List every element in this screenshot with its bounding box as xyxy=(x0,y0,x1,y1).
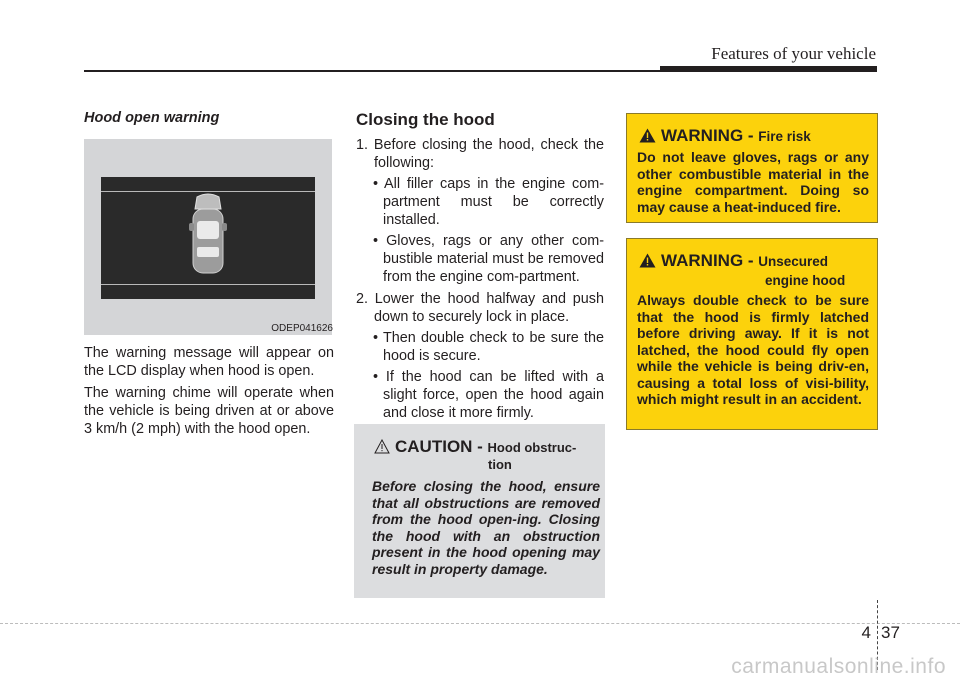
warning-title-b: engine hood xyxy=(765,273,846,288)
step-2: 2. Lower the hood halfway and push down to securely lock in place. xyxy=(356,291,604,325)
caution-title xyxy=(374,438,576,457)
header-rule-thick xyxy=(660,66,877,72)
warning-box-unsecured-hood xyxy=(626,238,878,430)
footer-rule xyxy=(0,623,960,624)
caution-title-a: Hood obstruc- xyxy=(487,440,577,455)
caution-label: CAUTION - xyxy=(395,437,488,456)
chapter-number: 4 xyxy=(861,623,871,642)
warning-box-fire-risk xyxy=(626,113,878,223)
paragraph: The warning chime will operate when the vehicle is being driven at or above 3 km/h (2 mph) with the hood open. xyxy=(84,385,334,437)
figure-code: ODEP041626 xyxy=(271,323,333,334)
watermark-text: carmanualsonline.info xyxy=(731,655,946,678)
paragraph: The warning message will appear on the LCD display when hood is open. xyxy=(84,345,334,379)
page-header-title: Features of your vehicle xyxy=(711,44,876,63)
caution-title-b: tion xyxy=(488,457,512,472)
warning-title-a: Unsecured xyxy=(758,254,829,269)
bullet: • If the hood can be lifted with a slight force, open the hood again and close it more firmly. xyxy=(373,369,604,421)
caution-triangle-icon xyxy=(374,439,390,454)
page-number: 37 xyxy=(881,623,900,642)
warning-title xyxy=(639,251,828,271)
warning-title-text: Fire risk xyxy=(758,129,811,144)
lcd-display-figure xyxy=(84,139,332,335)
bullet: • Gloves, rags or any other com-bustible material must be removed from the engine com-partment. xyxy=(373,233,604,285)
warning-body: Always double check to be sure that the hood is firmly latched before driving away. If it is not latched, the hood could fly open while the vehicle is being driv-en, causing a total loss of visi-bility, which might result in an accident. xyxy=(637,292,869,407)
bullet: • Then double check to be sure the hood is secure. xyxy=(373,330,604,364)
step-1: 1. Before closing the hood, check the following: xyxy=(356,137,604,171)
lcd-screen xyxy=(101,177,315,299)
bullet: • All filler caps in the engine com-partment must be correctly installed. xyxy=(373,176,604,228)
caution-box xyxy=(354,424,605,598)
section-heading-hood-open-warning: Hood open warning xyxy=(84,110,220,126)
warning-label: WARNING - xyxy=(661,251,759,270)
warning-title xyxy=(639,126,811,146)
warning-triangle-icon xyxy=(639,128,656,143)
car-hood-open-icon xyxy=(101,177,315,299)
left-body-text xyxy=(84,344,334,442)
warning-label: WARNING - xyxy=(661,126,759,145)
section-heading-closing-hood: Closing the hood xyxy=(356,110,495,129)
closing-steps xyxy=(356,136,604,422)
caution-body: Before closing the hood, ensure that all obstructions are removed from the hood open-ing. Closing the hood with an obstruction present in the hood opening may result in property damage. xyxy=(372,478,600,577)
warning-triangle-icon xyxy=(639,253,656,268)
header-rule xyxy=(84,70,660,72)
warning-body: Do not leave gloves, rags or any other combustible material in the engine compartment. Doing so may cause a heat-induced fire. xyxy=(637,149,869,215)
